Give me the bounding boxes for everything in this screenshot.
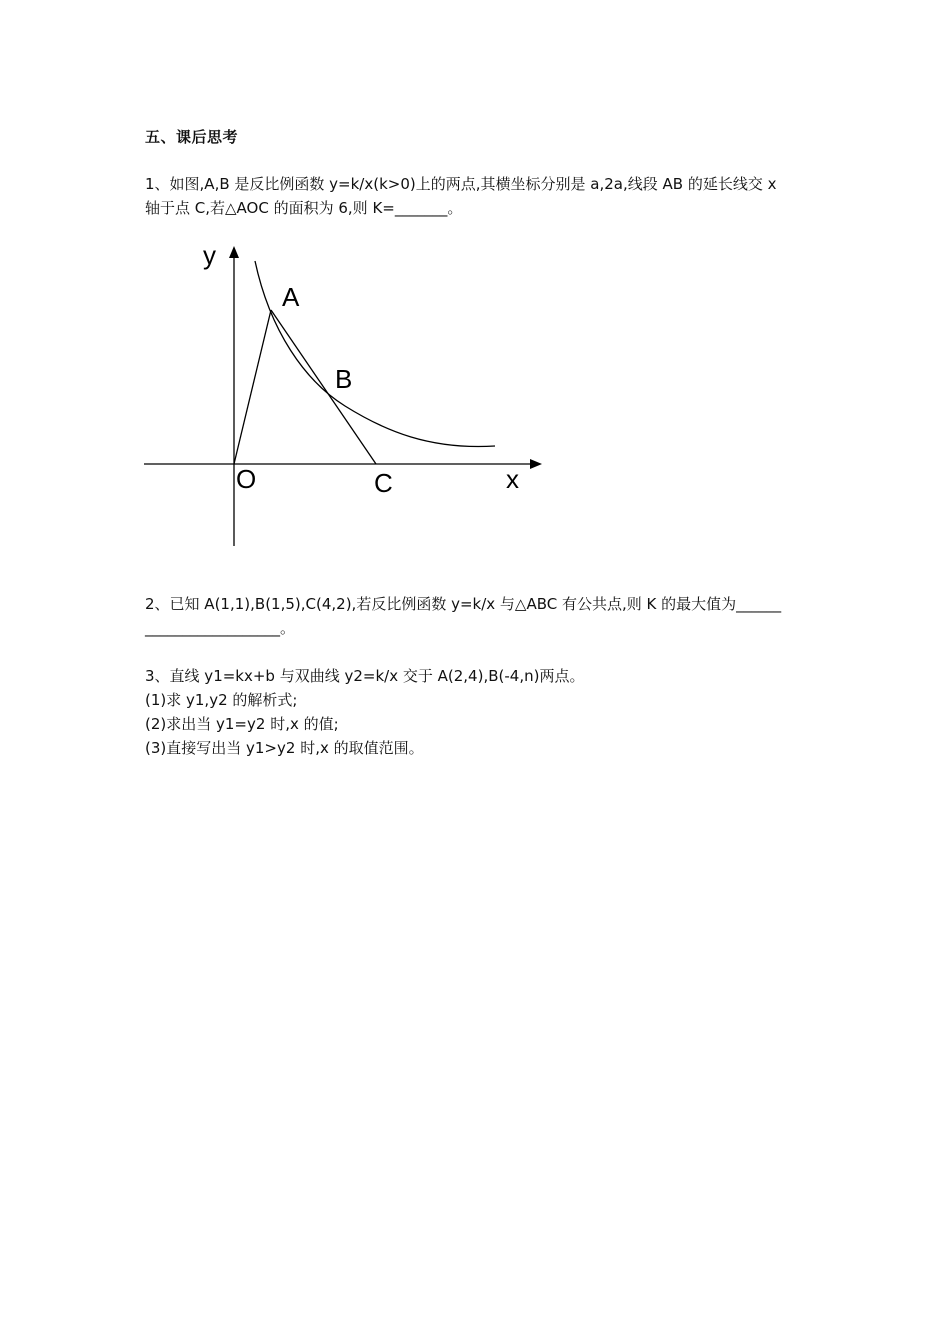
- point-a-label: A: [282, 282, 300, 312]
- hyperbola-figure: [140, 236, 550, 556]
- figure-svg: [140, 236, 550, 556]
- x-axis-label: x: [506, 464, 519, 494]
- question-1-line-1: 1、如图,A,B 是反比例函数 y=k/x(k>0)上的两点,其横坐标分别是 a,2a,线段 AB 的延长线交 x: [145, 175, 777, 193]
- segment-oa: [234, 310, 271, 464]
- point-c-label: C: [374, 468, 393, 498]
- point-b-label: B: [335, 364, 353, 394]
- y-axis-arrow: [229, 246, 239, 258]
- y-axis-label: y: [203, 240, 216, 270]
- origin-label: O: [236, 464, 257, 494]
- x-axis-arrow: [530, 459, 542, 469]
- question-3-line-1: 3、直线 y1=kx+b 与双曲线 y2=k/x 交于 A(2,4),B(-4,n)两点。: [145, 667, 585, 685]
- question-2: [145, 592, 815, 640]
- question-2-line-2: __________________。: [145, 619, 296, 637]
- question-1: [145, 172, 815, 220]
- segment-ac: [271, 310, 376, 464]
- question-3: [145, 664, 815, 760]
- section-title: 五、课后思考: [145, 128, 239, 146]
- question-3-subquestion-3: (3)直接写出当 y1>y2 时,x 的取值范围。: [145, 739, 424, 757]
- question-3-subquestion-2: (2)求出当 y1=y2 时,x 的值;: [145, 715, 339, 733]
- question-3-subquestion-1: (1)求 y1,y2 的解析式;: [145, 691, 298, 709]
- question-1-line-2: 轴于点 C,若△AOC 的面积为 6,则 K=_______。: [145, 199, 463, 217]
- question-2-line-1: 2、已知 A(1,1),B(1,5),C(4,2),若反比例函数 y=k/x 与△ABC 有公共点,则 K 的最大值为______: [145, 595, 782, 613]
